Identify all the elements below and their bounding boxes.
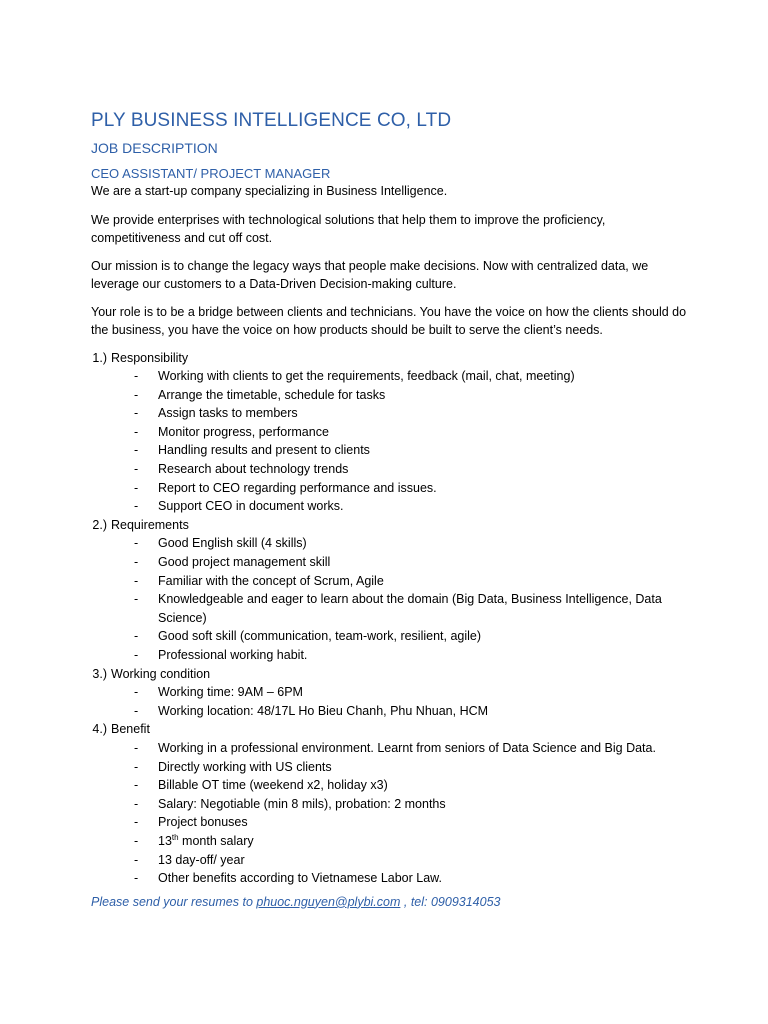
list-item bbox=[91, 758, 691, 777]
list-item bbox=[91, 739, 691, 758]
intro-paragraph: Our mission is to change the legacy ways that people make decisions. Now with centralized data, we leverage our customers to a Data-Driven Decision-making culture. bbox=[91, 258, 649, 291]
list-item bbox=[91, 627, 691, 646]
list-item bbox=[91, 423, 691, 442]
list-item bbox=[91, 534, 691, 553]
intro-paragraph: Your role is to be a bridge between clients and technicians. You have the voice on how the clients should do the business, you have the voice on how products should be built to serve the client’s needs. bbox=[91, 304, 687, 337]
list-item-text: Arrange the timetable, schedule for tasks bbox=[158, 387, 386, 402]
intro-paragraph: We are a start-up company specializing in Business Intelligence. bbox=[91, 184, 448, 198]
list-item-text: Report to CEO regarding performance and issues. bbox=[158, 480, 437, 495]
list-item bbox=[91, 646, 691, 665]
bullet-marker: - bbox=[134, 443, 139, 458]
list-item-text: 13 day-off/ year bbox=[158, 852, 245, 867]
section-number: 3.) bbox=[92, 666, 107, 681]
bullet-marker: - bbox=[134, 480, 139, 495]
bullet-marker: - bbox=[134, 629, 139, 644]
document-page bbox=[91, 110, 691, 909]
list-item-text: Monitor progress, performance bbox=[158, 424, 329, 439]
list-item bbox=[91, 553, 691, 572]
list-item-text: Working in a professional environment. Learnt from seniors of Data Science and Big Data. bbox=[158, 740, 656, 755]
list-item-text: Salary: Negotiable (min 8 mils), probation: 2 months bbox=[158, 796, 446, 811]
bullet-marker: - bbox=[134, 406, 139, 421]
list-item bbox=[91, 795, 691, 814]
section-number: 1.) bbox=[92, 350, 107, 365]
list-item bbox=[91, 869, 691, 888]
list-item bbox=[91, 497, 691, 516]
bullet-marker: - bbox=[134, 499, 139, 514]
list-item bbox=[91, 367, 691, 386]
contact-prefix: Please send your resumes to bbox=[91, 894, 257, 909]
contact-footer bbox=[91, 895, 691, 909]
list-item bbox=[91, 572, 691, 591]
list-item-text: Knowledgeable and eager to learn about the domain (Big Data, Business Intelligence, Data Science) bbox=[158, 592, 662, 625]
list-item-text: Directly working with US clients bbox=[158, 759, 332, 774]
list-item bbox=[91, 386, 691, 405]
section-heading bbox=[91, 516, 691, 535]
bullet-marker: - bbox=[134, 833, 139, 848]
bullet-marker: - bbox=[134, 685, 139, 700]
section-title: Working condition bbox=[111, 666, 211, 681]
list-item bbox=[91, 590, 691, 627]
section-number: 4.) bbox=[92, 722, 107, 737]
bullet-marker: - bbox=[134, 573, 139, 588]
section-heading bbox=[91, 349, 691, 368]
list-item-text: Good soft skill (communication, team-work, resilient, agile) bbox=[158, 629, 482, 644]
bullet-marker: - bbox=[134, 759, 139, 774]
contact-email-link[interactable]: phuoc.nguyen@plybi.com bbox=[256, 894, 401, 909]
section-number: 2.) bbox=[92, 517, 107, 532]
bullet-marker: - bbox=[134, 852, 139, 867]
bullet-marker: - bbox=[134, 648, 139, 662]
section-heading bbox=[91, 720, 691, 739]
list-item bbox=[91, 683, 691, 702]
intro-paragraph: We provide enterprises with technological solutions that help them to improve the proficiency, competitiveness and cut off cost. bbox=[91, 212, 606, 245]
list-item-text: Billable OT time (weekend x2, holiday x3) bbox=[158, 778, 388, 793]
bullet-marker: - bbox=[134, 555, 139, 570]
bullet-marker: - bbox=[134, 369, 139, 384]
list-item-text: Handling results and present to clients bbox=[158, 443, 370, 458]
bullet-marker: - bbox=[134, 592, 139, 607]
list-item bbox=[91, 832, 691, 851]
section-title: Benefit bbox=[111, 722, 150, 737]
list-item bbox=[91, 404, 691, 423]
bullet-marker: - bbox=[134, 536, 139, 551]
list-item bbox=[91, 479, 691, 498]
list-item bbox=[91, 851, 691, 870]
list-item bbox=[91, 776, 691, 795]
list-item-text: Project bonuses bbox=[158, 815, 248, 830]
list-item bbox=[91, 441, 691, 460]
bullet-marker: - bbox=[134, 462, 139, 477]
document-type-heading: JOB DESCRIPTION bbox=[91, 140, 218, 156]
contact-phone: , tel: 0909314053 bbox=[400, 894, 501, 909]
list-item-text: Research about technology trends bbox=[158, 462, 349, 477]
bullet-marker: - bbox=[134, 387, 139, 402]
list-item-text: Working time: 9AM – 6PM bbox=[158, 685, 303, 700]
bullet-marker: - bbox=[134, 796, 139, 811]
list-item-text: 13th month salary bbox=[158, 832, 254, 848]
sections-list bbox=[91, 349, 691, 888]
list-item bbox=[91, 460, 691, 479]
section-title: Requirements bbox=[111, 517, 189, 532]
list-item-text: Familiar with the concept of Scrum, Agile bbox=[158, 573, 384, 588]
section-title: Responsibility bbox=[111, 350, 189, 365]
bullet-marker: - bbox=[134, 703, 139, 718]
bullet-marker: - bbox=[134, 871, 139, 886]
role-title: CEO ASSISTANT/ PROJECT MANAGER bbox=[91, 166, 331, 181]
bullet-marker: - bbox=[134, 815, 139, 830]
list-item-text: Working location: 48/17L Ho Bieu Chanh, Phu Nhuan, HCM bbox=[158, 703, 489, 718]
bullet-marker: - bbox=[134, 778, 139, 793]
bullet-marker: - bbox=[134, 740, 139, 755]
list-item-text: Good English skill (4 skills) bbox=[158, 536, 307, 551]
list-item bbox=[91, 813, 691, 832]
list-item-text: Other benefits according to Vietnamese Labor Law. bbox=[158, 871, 442, 886]
list-item-text: Support CEO in document works. bbox=[158, 499, 344, 514]
company-name: PLY BUSINESS INTELLIGENCE CO, LTD bbox=[91, 110, 452, 131]
section-heading bbox=[91, 665, 691, 684]
list-item-text: Professional working habit. bbox=[158, 648, 308, 662]
list-item-text: Assign tasks to members bbox=[158, 406, 298, 421]
list-item bbox=[91, 702, 691, 721]
list-item-text: Good project management skill bbox=[158, 555, 331, 570]
list-item-text: Working with clients to get the requirements, feedback (mail, chat, meeting) bbox=[158, 369, 575, 384]
bullet-marker: - bbox=[134, 424, 139, 439]
